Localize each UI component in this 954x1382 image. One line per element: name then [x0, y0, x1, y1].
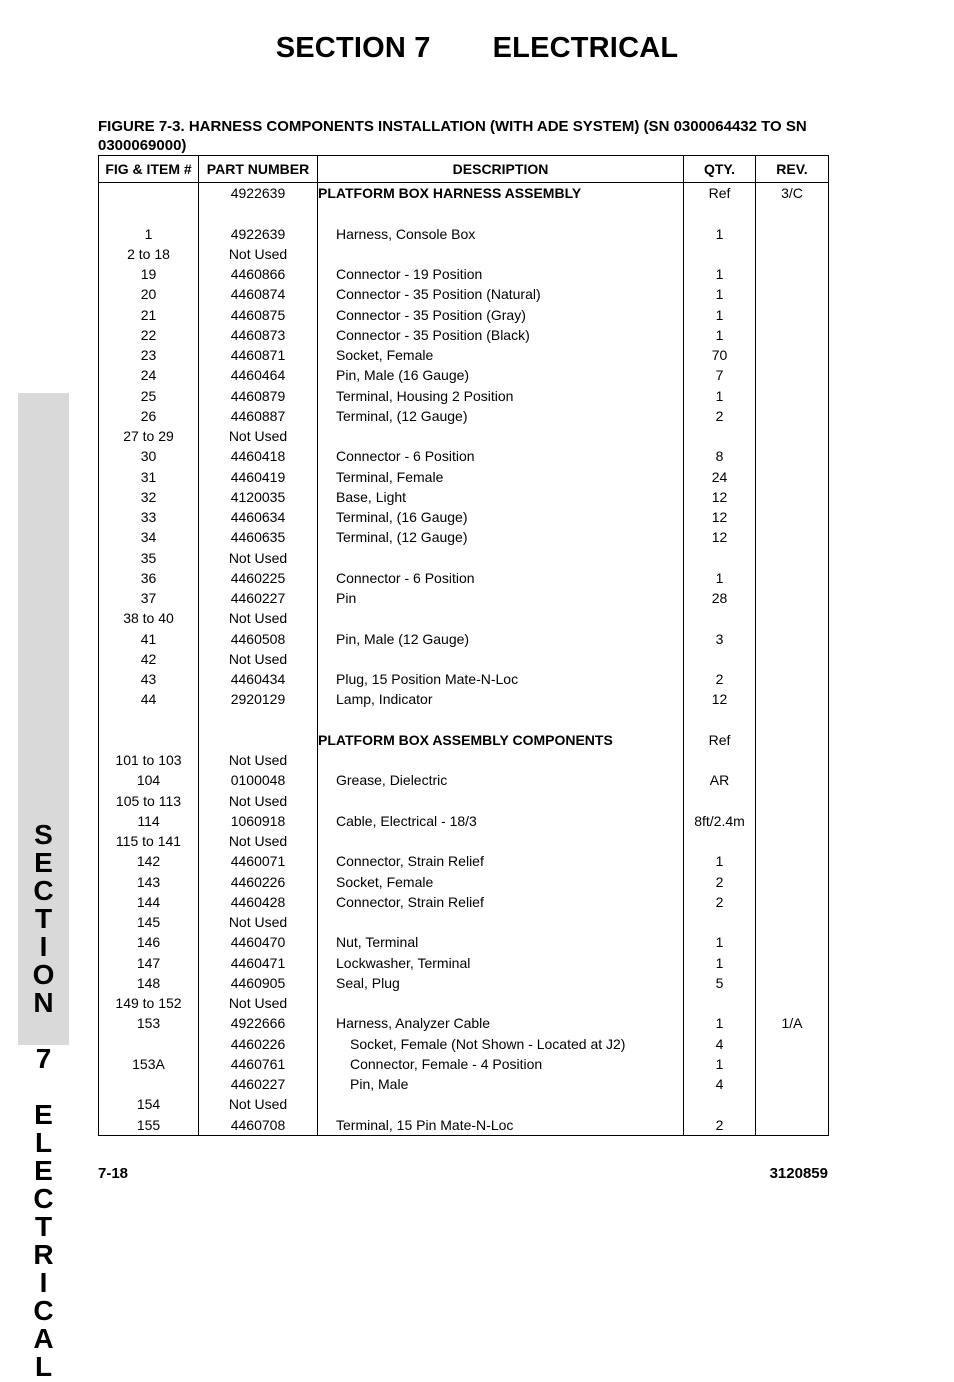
- cell-rev: 3/C: [756, 183, 829, 204]
- cell-description: Socket, Female: [318, 872, 684, 892]
- table-row: [99, 386, 829, 406]
- cell-fig-item: 104: [99, 770, 199, 790]
- cell-fig-item: 37: [99, 588, 199, 608]
- cell-fig-item: 26: [99, 406, 199, 426]
- cell-description: Terminal, Female: [318, 467, 684, 487]
- cell-rev: [756, 1034, 829, 1054]
- table-row: [99, 446, 829, 466]
- cell-rev: [756, 467, 829, 487]
- table-row: [99, 973, 829, 993]
- cell-description: Connector, Strain Relief: [318, 892, 684, 912]
- table-row: [99, 406, 829, 426]
- cell-fig-item: 21: [99, 305, 199, 325]
- cell-part-number: Not Used: [199, 993, 318, 1013]
- cell-rev: [756, 507, 829, 527]
- cell-fig-item: 44: [99, 689, 199, 709]
- cell-qty: 2: [684, 892, 756, 912]
- cell-qty: [684, 750, 756, 770]
- table-row: [99, 467, 829, 487]
- cell-fig-item: 101 to 103: [99, 750, 199, 770]
- header-fig-item: FIG & ITEM #: [99, 156, 199, 183]
- cell-fig-item: [99, 183, 199, 204]
- cell-rev: [756, 1054, 829, 1074]
- cell-part-number: 4460508: [199, 629, 318, 649]
- cell-fig-item: [99, 1074, 199, 1094]
- table-row: [99, 1013, 829, 1033]
- cell-qty: [684, 912, 756, 932]
- cell-rev: [756, 973, 829, 993]
- cell-fig-item: 22: [99, 325, 199, 345]
- cell-rev: [756, 1074, 829, 1094]
- cell-qty: 70: [684, 345, 756, 365]
- cell-description: Lamp, Indicator: [318, 689, 684, 709]
- cell-qty: [684, 831, 756, 851]
- cell-part-number: 4460874: [199, 284, 318, 304]
- cell-part-number: 4460226: [199, 872, 318, 892]
- cell-part-number: 4460873: [199, 325, 318, 345]
- cell-part-number: 4460871: [199, 345, 318, 365]
- cell-qty: 2: [684, 406, 756, 426]
- document-number: 3120859: [769, 1165, 828, 1182]
- cell-description: Connector - 35 Position (Gray): [318, 305, 684, 325]
- section-header: [0, 32, 954, 65]
- cell-description: Socket, Female: [318, 345, 684, 365]
- cell-qty: 7: [684, 365, 756, 385]
- cell-fig-item: 145: [99, 912, 199, 932]
- cell-part-number: Not Used: [199, 548, 318, 568]
- cell-qty: 12: [684, 689, 756, 709]
- table-row: [99, 831, 829, 851]
- cell-fig-item: 42: [99, 649, 199, 669]
- cell-rev: [756, 406, 829, 426]
- cell-part-number: [199, 203, 318, 223]
- side-tab-label: S E C T I O N 7 E L E C T R I C A L: [32, 819, 55, 1382]
- table-row: [99, 305, 829, 325]
- cell-fig-item: 32: [99, 487, 199, 507]
- cell-qty: 5: [684, 973, 756, 993]
- cell-rev: [756, 851, 829, 871]
- cell-description: Connector - 19 Position: [318, 264, 684, 284]
- cell-qty: 1: [684, 932, 756, 952]
- cell-rev: 1/A: [756, 1013, 829, 1033]
- table-row: [99, 912, 829, 932]
- cell-part-number: 4460227: [199, 1074, 318, 1094]
- cell-part-number: 4460761: [199, 1054, 318, 1074]
- cell-rev: [756, 689, 829, 709]
- cell-rev: [756, 426, 829, 446]
- cell-rev: [756, 1115, 829, 1136]
- cell-rev: [756, 993, 829, 1013]
- page-number: 7-18: [98, 1165, 129, 1182]
- table-row: [99, 345, 829, 365]
- cell-rev: [756, 588, 829, 608]
- cell-qty: [684, 548, 756, 568]
- cell-rev: [756, 244, 829, 264]
- cell-fig-item: [99, 1034, 199, 1054]
- table-row: [99, 548, 829, 568]
- cell-fig-item: 148: [99, 973, 199, 993]
- cell-part-number: 4460434: [199, 669, 318, 689]
- cell-qty: 1: [684, 224, 756, 244]
- cell-part-number: 4460905: [199, 973, 318, 993]
- section-number: SECTION 7: [275, 32, 431, 64]
- section-title: ELECTRICAL: [492, 32, 679, 64]
- cell-description: Socket, Female (Not Shown - Located at J2): [318, 1034, 684, 1054]
- cell-rev: [756, 264, 829, 284]
- cell-description: Pin, Male (12 Gauge): [318, 629, 684, 649]
- cell-rev: [756, 872, 829, 892]
- cell-fig-item: 19: [99, 264, 199, 284]
- cell-rev: [756, 305, 829, 325]
- cell-qty: 3: [684, 629, 756, 649]
- cell-description: Connector, Female - 4 Position: [318, 1054, 684, 1074]
- cell-qty: 12: [684, 527, 756, 547]
- table-row: [99, 527, 829, 547]
- cell-description: Harness, Console Box: [318, 224, 684, 244]
- cell-rev: [756, 527, 829, 547]
- table-row: [99, 932, 829, 952]
- cell-rev: [756, 669, 829, 689]
- table-row: [99, 588, 829, 608]
- cell-fig-item: [99, 203, 199, 223]
- cell-part-number: 4922666: [199, 1013, 318, 1033]
- cell-fig-item: 20: [99, 284, 199, 304]
- cell-qty: 28: [684, 588, 756, 608]
- cell-description: [318, 791, 684, 811]
- cell-description: Cable, Electrical - 18/3: [318, 811, 684, 831]
- cell-fig-item: 142: [99, 851, 199, 871]
- cell-rev: [756, 932, 829, 952]
- cell-fig-item: 154: [99, 1094, 199, 1114]
- cell-fig-item: [99, 710, 199, 730]
- cell-part-number: 4460471: [199, 953, 318, 973]
- cell-rev: [756, 548, 829, 568]
- cell-part-number: Not Used: [199, 426, 318, 446]
- cell-part-number: 4922639: [199, 183, 318, 204]
- cell-part-number: 4460635: [199, 527, 318, 547]
- cell-fig-item: 1: [99, 224, 199, 244]
- cell-rev: [756, 568, 829, 588]
- cell-part-number: 4460634: [199, 507, 318, 527]
- cell-rev: [756, 345, 829, 365]
- cell-rev: [756, 791, 829, 811]
- cell-qty: Ref: [684, 730, 756, 750]
- cell-qty: [684, 608, 756, 628]
- cell-qty: 1: [684, 325, 756, 345]
- table-header-row: [99, 156, 829, 183]
- cell-qty: [684, 1094, 756, 1114]
- parts-table: [98, 155, 829, 1136]
- table-row: [99, 224, 829, 244]
- cell-qty: 12: [684, 487, 756, 507]
- cell-part-number: [199, 730, 318, 750]
- cell-description: Pin, Male: [318, 1074, 684, 1094]
- cell-fig-item: 23: [99, 345, 199, 365]
- table-row: [99, 487, 829, 507]
- table-row: [99, 325, 829, 345]
- cell-description: [318, 750, 684, 770]
- table-row: [99, 770, 829, 790]
- cell-part-number: 4460418: [199, 446, 318, 466]
- cell-description: Terminal, (16 Gauge): [318, 507, 684, 527]
- table-row: [99, 1054, 829, 1074]
- cell-rev: [756, 892, 829, 912]
- table-row: [99, 608, 829, 628]
- cell-description: Lockwasher, Terminal: [318, 953, 684, 973]
- cell-description: Connector - 6 Position: [318, 446, 684, 466]
- table-row: [99, 284, 829, 304]
- cell-description: Nut, Terminal: [318, 932, 684, 952]
- cell-part-number: 4460226: [199, 1034, 318, 1054]
- header-qty: QTY.: [684, 156, 756, 183]
- cell-description: Terminal, (12 Gauge): [318, 406, 684, 426]
- cell-qty: 1: [684, 851, 756, 871]
- cell-fig-item: 153: [99, 1013, 199, 1033]
- cell-description: [318, 548, 684, 568]
- cell-rev: [756, 953, 829, 973]
- cell-qty: [684, 710, 756, 730]
- cell-fig-item: 105 to 113: [99, 791, 199, 811]
- cell-description: Grease, Dielectric: [318, 770, 684, 790]
- cell-rev: [756, 770, 829, 790]
- table-row: [99, 750, 829, 770]
- cell-rev: [756, 284, 829, 304]
- table-row: [99, 649, 829, 669]
- table-row: [99, 264, 829, 284]
- cell-qty: [684, 993, 756, 1013]
- table-row: [99, 365, 829, 385]
- cell-description: [318, 203, 684, 223]
- cell-part-number: 4460875: [199, 305, 318, 325]
- cell-part-number: Not Used: [199, 791, 318, 811]
- table-row: [99, 1034, 829, 1054]
- cell-rev: [756, 750, 829, 770]
- cell-part-number: 4460887: [199, 406, 318, 426]
- cell-description: [318, 244, 684, 264]
- table-row: [99, 183, 829, 204]
- cell-fig-item: 146: [99, 932, 199, 952]
- cell-description: [318, 710, 684, 730]
- cell-rev: [756, 386, 829, 406]
- cell-fig-item: 31: [99, 467, 199, 487]
- cell-part-number: 4460470: [199, 932, 318, 952]
- cell-part-number: Not Used: [199, 1094, 318, 1114]
- cell-fig-item: 36: [99, 568, 199, 588]
- section-side-tab: [18, 393, 69, 1382]
- table-row: [99, 426, 829, 446]
- cell-rev: [756, 325, 829, 345]
- cell-description: Base, Light: [318, 487, 684, 507]
- cell-rev: [756, 831, 829, 851]
- cell-description: Connector - 6 Position: [318, 568, 684, 588]
- cell-rev: [756, 811, 829, 831]
- cell-description: Seal, Plug: [318, 973, 684, 993]
- cell-qty: [684, 649, 756, 669]
- cell-qty: [684, 426, 756, 446]
- cell-part-number: 4460419: [199, 467, 318, 487]
- cell-fig-item: 149 to 152: [99, 993, 199, 1013]
- cell-fig-item: 38 to 40: [99, 608, 199, 628]
- table-row: [99, 1115, 829, 1136]
- table-row: [99, 993, 829, 1013]
- cell-fig-item: 2 to 18: [99, 244, 199, 264]
- cell-part-number: 4460225: [199, 568, 318, 588]
- cell-fig-item: 41: [99, 629, 199, 649]
- table-row: [99, 791, 829, 811]
- cell-part-number: 4922639: [199, 224, 318, 244]
- cell-rev: [756, 710, 829, 730]
- cell-qty: Ref: [684, 183, 756, 204]
- table-row: [99, 507, 829, 527]
- table-row: [99, 892, 829, 912]
- cell-rev: [756, 912, 829, 932]
- cell-rev: [756, 224, 829, 244]
- cell-description: Terminal, 15 Pin Mate-N-Loc: [318, 1115, 684, 1136]
- cell-part-number: 4460227: [199, 588, 318, 608]
- table-row: [99, 568, 829, 588]
- cell-rev: [756, 487, 829, 507]
- figure-title: FIGURE 7-3. HARNESS COMPONENTS INSTALLATION (WITH ADE SYSTEM) (SN 0300064432 TO SN 0300069000): [98, 118, 807, 154]
- cell-description: Plug, 15 Position Mate-N-Loc: [318, 669, 684, 689]
- cell-part-number: Not Used: [199, 750, 318, 770]
- table-row: [99, 953, 829, 973]
- cell-qty: [684, 791, 756, 811]
- cell-qty: [684, 244, 756, 264]
- cell-qty: 24: [684, 467, 756, 487]
- cell-qty: 8ft/2.4m: [684, 811, 756, 831]
- table-row: [99, 1074, 829, 1094]
- cell-fig-item: 43: [99, 669, 199, 689]
- cell-part-number: [199, 710, 318, 730]
- table-row: [99, 872, 829, 892]
- cell-part-number: Not Used: [199, 244, 318, 264]
- cell-fig-item: 143: [99, 872, 199, 892]
- cell-qty: [684, 203, 756, 223]
- cell-rev: [756, 446, 829, 466]
- cell-part-number: 4460071: [199, 851, 318, 871]
- cell-fig-item: 144: [99, 892, 199, 912]
- cell-fig-item: 27 to 29: [99, 426, 199, 446]
- cell-fig-item: [99, 730, 199, 750]
- cell-fig-item: 24: [99, 365, 199, 385]
- cell-description: Pin, Male (16 Gauge): [318, 365, 684, 385]
- table-row: [99, 1094, 829, 1114]
- cell-rev: [756, 203, 829, 223]
- cell-description: [318, 1094, 684, 1114]
- cell-description: PLATFORM BOX HARNESS ASSEMBLY: [318, 183, 684, 204]
- cell-fig-item: 34: [99, 527, 199, 547]
- table-row: [99, 730, 829, 750]
- cell-description: PLATFORM BOX ASSEMBLY COMPONENTS: [318, 730, 684, 750]
- cell-rev: [756, 1094, 829, 1114]
- cell-rev: [756, 730, 829, 750]
- cell-fig-item: 155: [99, 1115, 199, 1136]
- cell-qty: 1: [684, 386, 756, 406]
- cell-fig-item: 115 to 141: [99, 831, 199, 851]
- table-row: [99, 811, 829, 831]
- cell-description: Terminal, Housing 2 Position: [318, 386, 684, 406]
- cell-qty: 8: [684, 446, 756, 466]
- cell-qty: 1: [684, 284, 756, 304]
- cell-rev: [756, 629, 829, 649]
- cell-part-number: 4460464: [199, 365, 318, 385]
- cell-qty: AR: [684, 770, 756, 790]
- cell-description: Connector - 35 Position (Black): [318, 325, 684, 345]
- cell-part-number: 1060918: [199, 811, 318, 831]
- cell-qty: 1: [684, 1054, 756, 1074]
- cell-description: [318, 912, 684, 932]
- cell-part-number: 2920129: [199, 689, 318, 709]
- cell-part-number: 4460428: [199, 892, 318, 912]
- cell-qty: 1: [684, 264, 756, 284]
- cell-description: Terminal, (12 Gauge): [318, 527, 684, 547]
- header-rev: REV.: [756, 156, 829, 183]
- cell-part-number: 4120035: [199, 487, 318, 507]
- parts-table-body: [99, 183, 829, 1136]
- cell-description: [318, 649, 684, 669]
- table-row: [99, 669, 829, 689]
- header-description: DESCRIPTION: [318, 156, 684, 183]
- cell-description: Harness, Analyzer Cable: [318, 1013, 684, 1033]
- cell-rev: [756, 608, 829, 628]
- cell-part-number: Not Used: [199, 608, 318, 628]
- cell-qty: 2: [684, 669, 756, 689]
- cell-fig-item: 30: [99, 446, 199, 466]
- cell-fig-item: 33: [99, 507, 199, 527]
- cell-qty: 2: [684, 1115, 756, 1136]
- cell-description: Pin: [318, 588, 684, 608]
- table-row: [99, 689, 829, 709]
- cell-description: [318, 993, 684, 1013]
- cell-part-number: Not Used: [199, 649, 318, 669]
- table-row: [99, 244, 829, 264]
- cell-qty: 4: [684, 1074, 756, 1094]
- cell-qty: 1: [684, 953, 756, 973]
- table-row: [99, 629, 829, 649]
- cell-description: Connector, Strain Relief: [318, 851, 684, 871]
- cell-part-number: Not Used: [199, 912, 318, 932]
- header-part-number: PART NUMBER: [199, 156, 318, 183]
- cell-fig-item: 25: [99, 386, 199, 406]
- cell-description: [318, 831, 684, 851]
- cell-qty: 2: [684, 872, 756, 892]
- table-row: [99, 851, 829, 871]
- cell-part-number: 4460879: [199, 386, 318, 406]
- cell-description: [318, 608, 684, 628]
- cell-description: [318, 426, 684, 446]
- cell-rev: [756, 365, 829, 385]
- cell-fig-item: 147: [99, 953, 199, 973]
- cell-qty: 12: [684, 507, 756, 527]
- cell-fig-item: 153A: [99, 1054, 199, 1074]
- table-row: [99, 710, 829, 730]
- cell-rev: [756, 649, 829, 669]
- cell-description: Connector - 35 Position (Natural): [318, 284, 684, 304]
- cell-fig-item: 114: [99, 811, 199, 831]
- cell-qty: 1: [684, 1013, 756, 1033]
- cell-part-number: 4460708: [199, 1115, 318, 1136]
- cell-part-number: Not Used: [199, 831, 318, 851]
- cell-part-number: 4460866: [199, 264, 318, 284]
- cell-fig-item: 35: [99, 548, 199, 568]
- cell-qty: 1: [684, 305, 756, 325]
- cell-part-number: 0100048: [199, 770, 318, 790]
- table-row: [99, 203, 829, 223]
- cell-qty: 1: [684, 568, 756, 588]
- cell-qty: 4: [684, 1034, 756, 1054]
